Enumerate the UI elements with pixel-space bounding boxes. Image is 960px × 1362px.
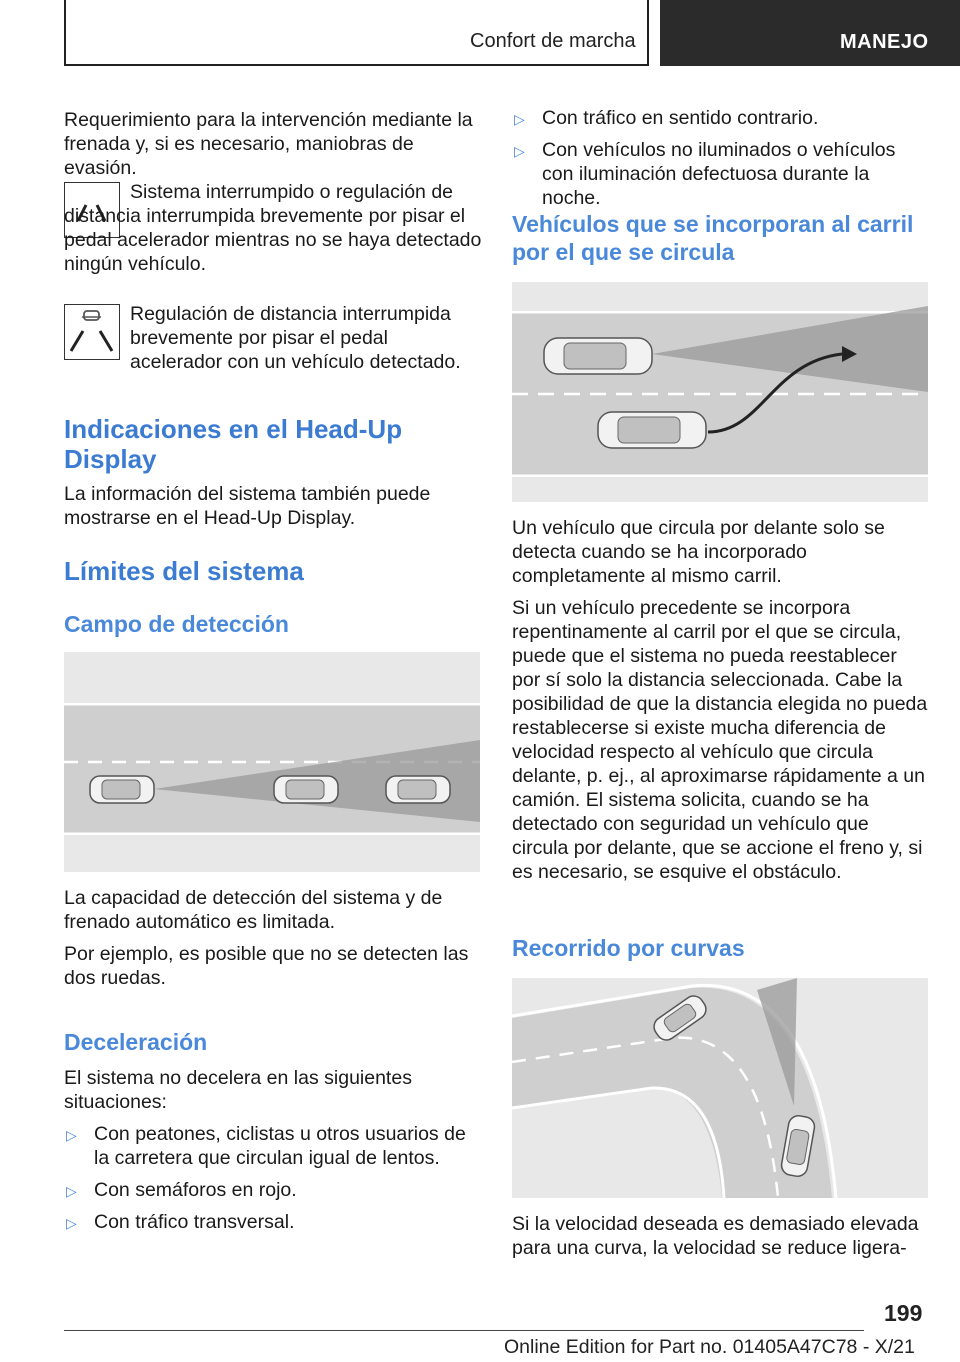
footer-rule <box>64 1330 864 1331</box>
paragraph-detection-2: Por ejemplo, es posible que no se detecten las dos ruedas. <box>64 943 469 989</box>
paragraph-merging-2: Si un vehículo precedente se incorpora repentinamente al carril por el que se circula, puede que el sistema no pueda reestablecer por sí solo la distancia seleccionada. Cabe la posibilidad de que la distancia elegida no pueda restablecerse si existe mucha diferencia de velocidad respecto al vehículo que circula delante, p. ej., al aproximarse rápidamente a un camión. El sistema solicita, cuando se ha detectado con seguridad un vehículo que circula por delante, que se accione el freno y, si es necesario, se esquive el obstáculo. <box>512 597 928 883</box>
target-car-1-icon <box>274 776 338 803</box>
detection-field-figure <box>64 652 480 872</box>
paragraph-curves: Si la velocidad deseada es demasiado elevada para una curva, la velocidad se reduce ligera- <box>512 1213 919 1259</box>
page-number: 199 <box>884 1300 923 1326</box>
heading-system-limits: Límites del sistema <box>64 556 304 586</box>
bullet-triangle-icon: ▷ <box>66 1127 77 1143</box>
heading-deceleration: Deceleración <box>64 1029 208 1055</box>
paragraph-detection-1: La capacidad de detección del sistema y de frenado automático es limitada. <box>64 887 443 933</box>
header-chapter-title: MANEJO <box>840 31 929 53</box>
header-rule <box>64 64 648 66</box>
heading-curves: Recorrido por curvas <box>512 935 745 961</box>
heading-merging-vehicles: Vehículos que se incorporan al carril por el que se circula <box>512 211 914 265</box>
intro-paragraph: Requerimiento para la intervención mediante la frenada y, si es necesario, maniobras de evasión. <box>64 109 473 179</box>
target-car-2-icon <box>386 776 450 803</box>
list-item: Con tráfico transversal. <box>94 1211 295 1233</box>
heading-detection-field: Campo de detección <box>64 611 289 637</box>
list-item: Con peatones, ciclistas u otros usuarios de la carretera que circulan igual de lentos. <box>94 1123 466 1169</box>
header-section-title: Confort de marcha <box>470 30 636 52</box>
heading-head-up-display: Indicaciones en el Head-Up Display <box>64 414 403 474</box>
bullet-triangle-icon: ▷ <box>66 1215 77 1231</box>
merging-vehicle-figure <box>512 282 928 502</box>
header-chapter-tab <box>660 0 960 66</box>
ego-car-icon <box>544 338 652 374</box>
ego-car-icon <box>90 776 154 803</box>
header-right-rule <box>647 0 649 66</box>
icon1-description: Sistema interrumpido o regulación de distancia interrumpida brevemente por pisar el pedal acelerador mientras no se haya detectado ningún vehículo. <box>64 181 482 275</box>
list-item: Con semáforos en rojo. <box>94 1179 297 1201</box>
bullet-triangle-icon: ▷ <box>514 111 525 127</box>
icon2-description: Regulación de distancia interrumpida brevemente por pisar el pedal acelerador con un vehículo detectado. <box>130 303 461 373</box>
list-item: Con vehículos no iluminados o vehículos con iluminación defectuosa durante la noche. <box>542 139 896 209</box>
bullet-triangle-icon: ▷ <box>514 143 525 159</box>
curve-figure <box>512 978 928 1198</box>
paragraph-merging-1: Un vehículo que circula por delante solo se detecta cuando se ha incorporado completamente al mismo carril. <box>512 517 885 587</box>
paragraph-deceleration: El sistema no decelera en las siguientes situaciones: <box>64 1067 412 1113</box>
distance-interrupted-vehicle-icon <box>64 304 120 360</box>
header-left-rule <box>64 0 66 66</box>
bullet-triangle-icon: ▷ <box>66 1183 77 1199</box>
paragraph-hud: La información del sistema también puede mostrarse en el Head-Up Display. <box>64 483 431 529</box>
list-item: Con tráfico en sentido contrario. <box>542 107 819 129</box>
footer-edition: Online Edition for Part no. 01405A47C78 - X/21 <box>504 1336 915 1358</box>
merging-car-icon <box>598 412 706 448</box>
